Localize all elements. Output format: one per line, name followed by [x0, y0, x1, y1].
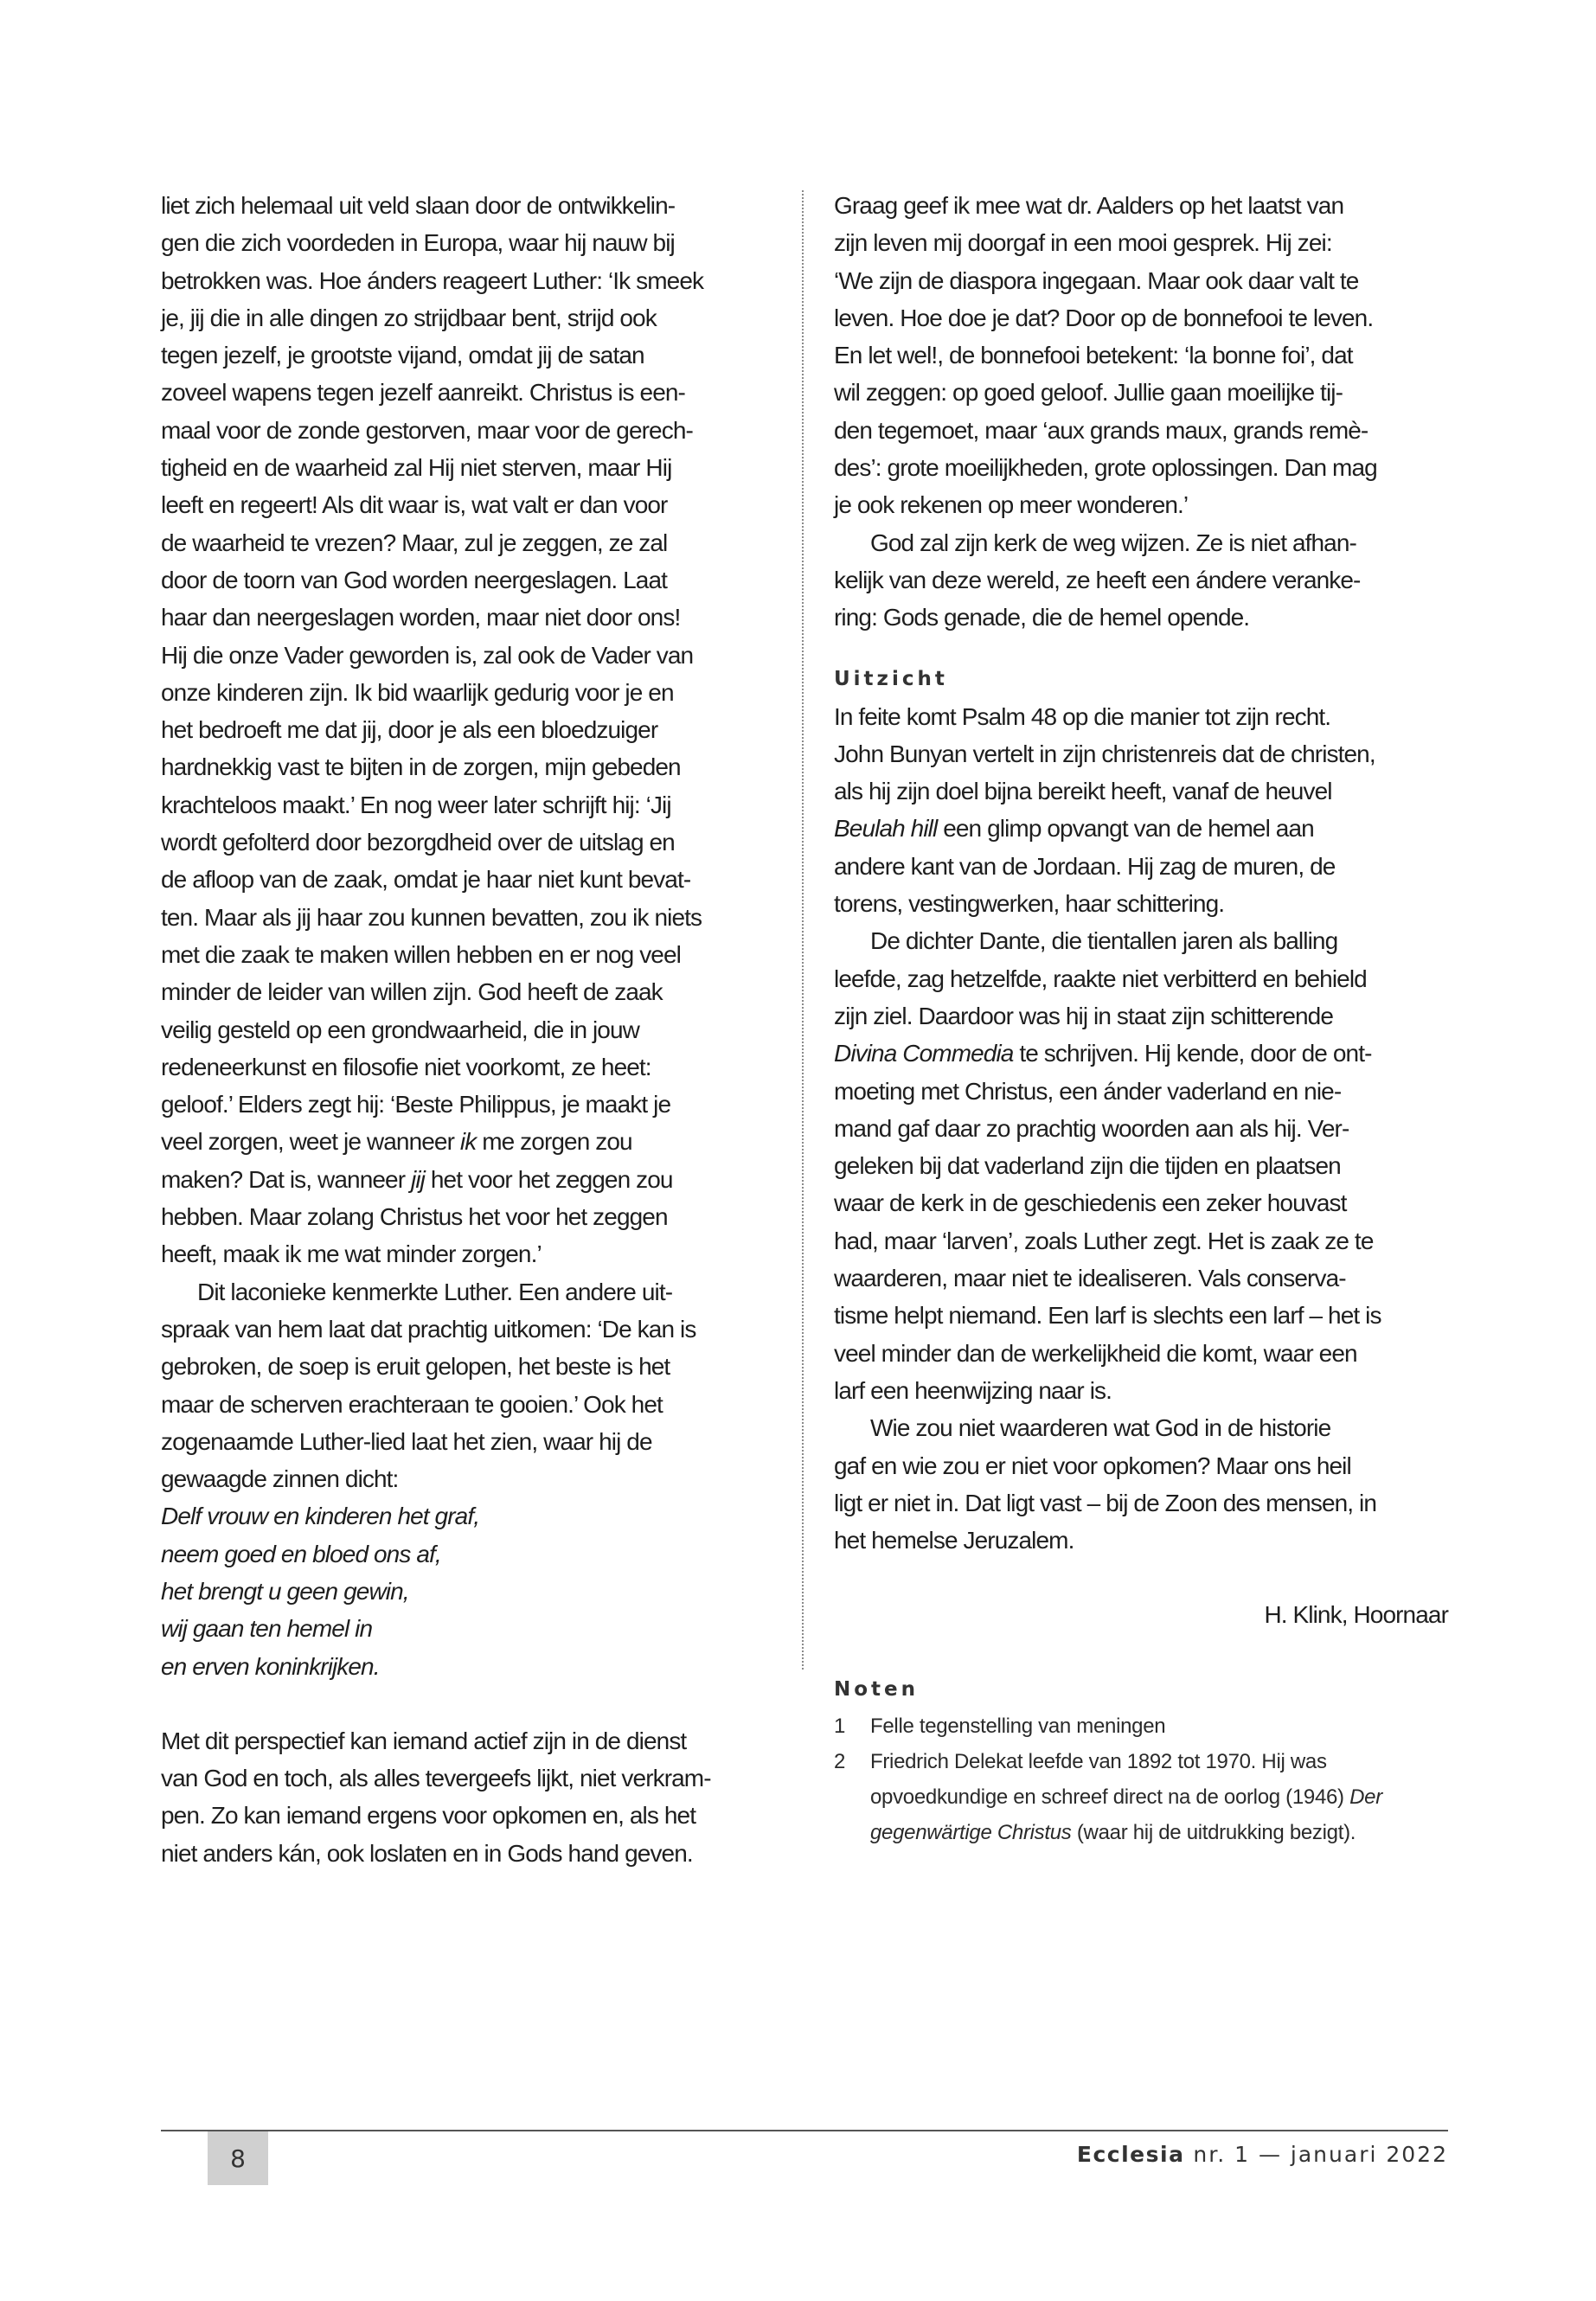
text-line: leeft en regeert! Als dit waar is, wat valt er dan voor — [161, 491, 668, 519]
text-line: mand gaf daar zo prachtig woorden aan als hij. Ver- — [834, 1114, 1349, 1142]
emphasis-text: ik — [459, 1128, 477, 1156]
emphasis-text: Der — [1349, 1785, 1382, 1809]
text-line: den tegemoet, maar ‘aux grands maux, grands remè- — [834, 416, 1368, 444]
text-line: spraak van hem laat dat prachtig uitkomen: ‘De kan is — [161, 1315, 696, 1343]
text-line — [161, 1161, 784, 1198]
text-line: wordt gefolterd door bezorgdheid over de uitslag en — [161, 829, 675, 856]
footnote-number: 1 — [834, 1714, 846, 1738]
spacer — [834, 1559, 1448, 1596]
spacer — [834, 637, 1448, 661]
footnote-number: 2 — [834, 1749, 846, 1773]
text-line — [870, 1779, 1448, 1815]
text-line: zijn leven mij doorgaf in een mooi gesprek. Hij zei: — [834, 229, 1332, 257]
left-paragraph-1 — [161, 187, 784, 1273]
text-line: gewaagde zinnen dicht: — [161, 1465, 399, 1493]
left-paragraph-3 — [161, 1722, 784, 1872]
text-line: God zal zijn kerk de weg wijzen. Ze is niet afhan- — [870, 529, 1356, 556]
poem-line: Delf vrouw en kinderen het graf, — [161, 1503, 480, 1530]
text-line: waar de kerk in de geschiedenis een zeker houvast — [834, 1189, 1347, 1217]
text-line: maar de scherven erachteraan te gooien.’ Ook het — [161, 1390, 663, 1418]
text-line: Graag geef ik mee wat dr. Aalders op het laatst van — [834, 192, 1344, 219]
text-line: zogenaamde Luther-lied laat het zien, waar hij de — [161, 1427, 652, 1455]
text-line: redeneerkunst en filosofie niet voorkomt, ze heet: — [161, 1053, 651, 1080]
text-line: had, maar ‘larven’, zoals Luther zegt. Het is zaak ze te — [834, 1227, 1374, 1254]
text-line: minder de leider van willen zijn. God heeft de zaak — [161, 978, 663, 1006]
text-line: kelijk van deze wereld, ze heeft een ándere veranke- — [834, 566, 1361, 593]
text-line: het hemelse Jeruzalem. — [834, 1527, 1074, 1554]
text-line: John Bunyan vertelt in zijn christenreis dat de christen, — [834, 740, 1375, 767]
text-line: onze kinderen zijn. Ik bid waarlijk gedurig voor je en — [161, 678, 674, 706]
text-line: geloof.’ Elders zegt hij: ‘Beste Philippus, je maakt je — [161, 1091, 671, 1118]
text-run: veel zorgen, weet je wanneer — [161, 1128, 460, 1156]
text-line: haar dan neergeslagen worden, maar niet door ons! — [161, 604, 681, 631]
footer-rule — [161, 2130, 1448, 2131]
section-heading-uitzicht: Uitzicht — [834, 667, 948, 690]
text-line: de waarheid te vrezen? Maar, zul je zeggen, ze zal — [161, 529, 668, 556]
text-line — [161, 1123, 784, 1160]
text-line: liet zich helemaal uit veld slaan door de ontwikkelin- — [161, 192, 676, 219]
text-line: geleken bij dat vaderland zijn die tijden en plaatsen — [834, 1152, 1341, 1180]
text-line: gebroken, de soep is eruit gelopen, het beste is het — [161, 1353, 670, 1381]
author-signature: H. Klink, Hoornaar — [1264, 1601, 1448, 1629]
right-paragraph-5 — [834, 1409, 1448, 1559]
left-paragraph-2 — [161, 1273, 784, 1498]
page-number: 8 — [208, 2131, 268, 2185]
issue-info: nr. 1 — januari 2022 — [1184, 2142, 1448, 2167]
text-line: hebben. Maar zolang Christus het voor het zeggen — [161, 1203, 668, 1231]
text-line: je ook rekenen op meer wonderen.’ — [834, 491, 1189, 519]
text-line: andere kant van de Jordaan. Hij zag de muren, de — [834, 852, 1336, 880]
right-paragraph-3 — [834, 698, 1448, 923]
section-heading-noten: Noten — [834, 1677, 920, 1701]
text-line: gen die zich voordeden in Europa, waar hij nauw bij — [161, 229, 675, 257]
text-line: niet anders kán, ook loslaten en in Gods hand geven. — [161, 1839, 693, 1867]
text-line: gaf en wie zou er niet voor opkomen? Maar ons heil — [834, 1452, 1351, 1479]
text-line: waarderen, maar niet te idealiseren. Vals conserva- — [834, 1265, 1346, 1292]
text-run: te schrijven. Hij kende, door de ont- — [1013, 1040, 1372, 1067]
text-line: veel minder dan de werkelijkheid die komt, waar een — [834, 1339, 1357, 1367]
emphasis-text: Divina Commedia — [834, 1040, 1014, 1067]
poem-quote — [161, 1497, 784, 1684]
right-paragraph-4 — [834, 922, 1448, 1409]
text-line — [834, 1035, 1448, 1072]
text-line: de afloop van de zaak, omdat je haar niet kunt bevat- — [161, 866, 691, 894]
text-line: je, jij die in alle dingen zo strijdbaar bent, strijd ook — [161, 304, 657, 331]
text-run: een glimp opvangt van de hemel aan — [937, 815, 1314, 843]
text-line: ligt er niet in. Dat ligt vast – bij de Zoon des mensen, in — [834, 1489, 1377, 1516]
text-line: heeft, maak ik me wat minder zorgen.’ — [161, 1240, 542, 1268]
right-paragraph-2 — [834, 524, 1448, 637]
text-line: het bedroeft me dat jij, door je als een bloedzuiger — [161, 716, 658, 744]
text-run: het voor het zeggen zou — [424, 1165, 673, 1193]
text-line: zoveel wapens tegen jezelf aanreikt. Christus is een- — [161, 379, 685, 407]
spacer — [161, 1685, 784, 1722]
text-line: In feite komt Psalm 48 op die manier tot zijn recht. — [834, 702, 1331, 730]
text-line: Hij die onze Vader geworden is, zal ook de Vader van — [161, 641, 694, 669]
footnote-text — [870, 1744, 1448, 1850]
text-run: me zorgen zou — [476, 1128, 632, 1156]
text-line: De dichter Dante, die tientallen jaren als balling — [870, 927, 1338, 955]
text-line: tegen jezelf, je grootste vijand, omdat jij de satan — [161, 342, 644, 369]
text-run: (waar hij de uitdrukking bezigt). — [1071, 1820, 1356, 1844]
text-line — [834, 810, 1448, 847]
poem-line: neem goed en bloed ons af, — [161, 1540, 441, 1567]
text-line: En let wel!, de bonnefooi betekent: ‘la bonne foi’, dat — [834, 342, 1353, 369]
text-line: moeting met Christus, een ánder vaderland en nie- — [834, 1077, 1342, 1105]
text-line: met die zaak te maken willen hebben en er nog veel — [161, 940, 681, 968]
emphasis-text: jij — [411, 1165, 425, 1193]
footnote-text: Felle tegenstelling van meningen — [870, 1714, 1166, 1738]
text-line: hardnekkig vast te bijten in de zorgen, mijn gebeden — [161, 753, 681, 781]
poem-line: wij gaan ten hemel in — [161, 1615, 373, 1643]
text-line: Friedrich Delekat leefde van 1892 tot 1970. Hij was — [870, 1749, 1327, 1773]
text-line: ‘We zijn de diaspora ingegaan. Maar ook daar valt te — [834, 266, 1359, 294]
text-line: door de toorn van God worden neergeslagen. Laat — [161, 566, 668, 593]
magazine-name: Ecclesia — [1076, 2142, 1185, 2167]
text-line: Dit laconieke kenmerkte Luther. Een andere uit- — [197, 1278, 673, 1305]
text-line: leven. Hoe doe je dat? Door op de bonnefooi te leven. — [834, 304, 1374, 331]
text-line: tisme helpt niemand. Een larf is slechts een larf – het is — [834, 1302, 1381, 1330]
text-line: krachteloos maakt.’ En nog weer later schrijft hij: ‘Jij — [161, 791, 671, 818]
left-column — [161, 187, 784, 1872]
text-line: ring: Gods genade, die de hemel opende. — [834, 604, 1250, 631]
emphasis-text: Beulah hill — [834, 815, 938, 843]
text-line: zijn ziel. Daardoor was hij in staat zijn schitterende — [834, 1002, 1334, 1029]
footnote-1 — [834, 1708, 1448, 1744]
right-paragraph-1 — [834, 187, 1448, 524]
text-line: van God en toch, als alles tevergeefs lijkt, niet verkram- — [161, 1765, 711, 1792]
text-line: pen. Zo kan iemand ergens voor opkomen en, als het — [161, 1802, 696, 1830]
text-line — [870, 1815, 1448, 1850]
text-line: als hij zijn doel bijna bereikt heeft, vanaf de heuvel — [834, 778, 1332, 805]
text-line: maal voor de zonde gestorven, maar voor de gerech- — [161, 416, 693, 444]
text-line: Wie zou niet waarderen wat God in de historie — [870, 1414, 1331, 1442]
text-line: des’: grote moeilijkheden, grote oplossingen. Dan mag — [834, 454, 1377, 482]
column-divider — [802, 190, 804, 1670]
footnotes — [834, 1708, 1448, 1850]
text-line: ten. Maar als jij haar zou kunnen bevatten, zou ik niets — [161, 903, 702, 931]
text-line: leefde, zag hetzelfde, raakte niet verbitterd en behield — [834, 965, 1367, 992]
text-line: Met dit perspectief kan iemand actief zijn in de dienst — [161, 1727, 687, 1754]
footnote-2 — [834, 1744, 1448, 1850]
poem-line: en erven koninkrijken. — [161, 1652, 380, 1680]
footer-publication — [1077, 2142, 1448, 2167]
text-run: opvoedkundige en schreef direct na de oorlog (1946) — [870, 1785, 1350, 1809]
spacer — [834, 1634, 1448, 1671]
text-line: wil zeggen: op goed geloof. Jullie gaan moeilijke tij- — [834, 379, 1343, 407]
text-line: betrokken was. Hoe ánders reageert Luther: ‘Ik smeek — [161, 266, 704, 294]
right-column — [834, 187, 1448, 1850]
text-line: torens, vestingwerken, haar schittering. — [834, 890, 1225, 918]
text-line: tigheid en de waarheid zal Hij niet sterven, maar Hij — [161, 454, 672, 482]
poem-line: het brengt u geen gewin, — [161, 1577, 409, 1605]
text-line: larf een heenwijzing naar is. — [834, 1376, 1112, 1404]
text-run: maken? Dat is, wanneer — [161, 1165, 412, 1193]
emphasis-text: gegenwärtige Christus — [870, 1820, 1072, 1844]
text-line: veilig gesteld op een grondwaarheid, die in jouw — [161, 1016, 639, 1043]
